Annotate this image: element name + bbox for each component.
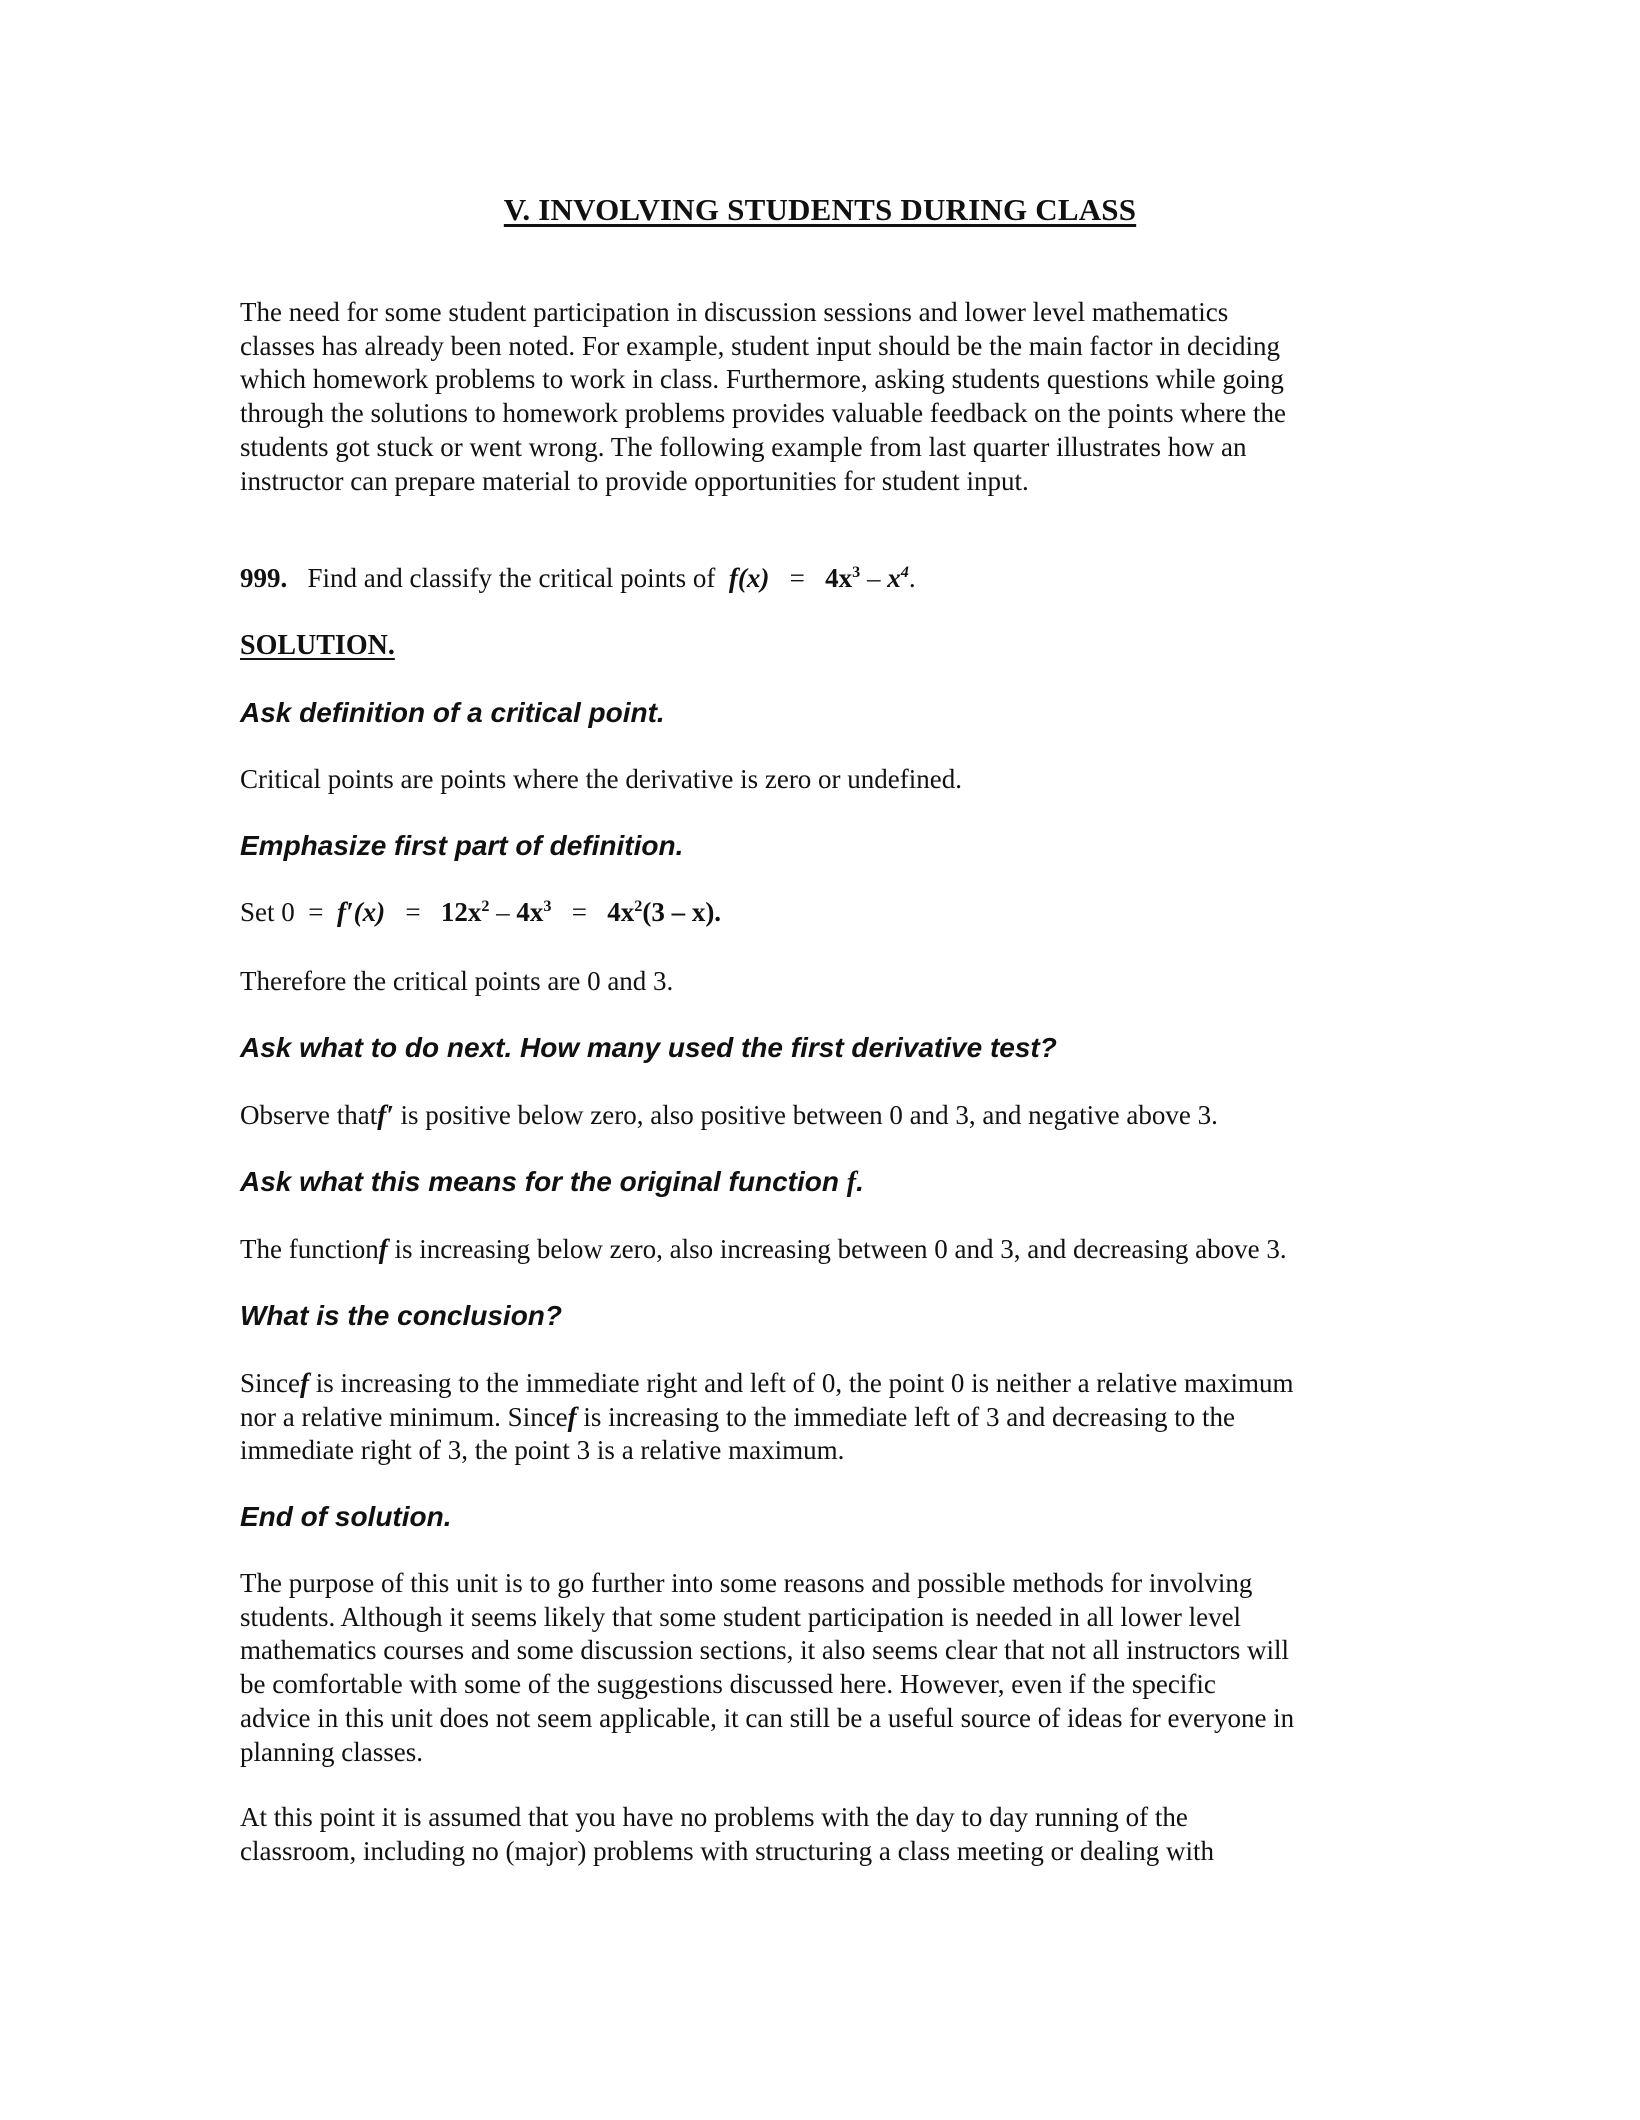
minus-sign: – bbox=[866, 563, 881, 593]
derivative-symbol: f′ bbox=[377, 1100, 394, 1130]
expr-term: 4x bbox=[825, 563, 853, 593]
problem-text: Find and classify the critical points of bbox=[307, 563, 716, 593]
conclusion-line bbox=[240, 1401, 1410, 1435]
text-fragment: nor a relative minimum. Since bbox=[240, 1401, 568, 1432]
step-heading: Ask what to do next. How many used the first derivative test? bbox=[240, 1032, 1057, 1063]
exponent: 3 bbox=[852, 563, 861, 581]
exponent: 4 bbox=[900, 563, 909, 581]
step-text: Therefore the critical points are 0 and 3. bbox=[240, 966, 674, 996]
intro-line: The need for some student participation in discussion sessions and lower level mathematics bbox=[240, 297, 1229, 327]
function-symbol: f bbox=[378, 1234, 388, 1264]
problem-number: 999. bbox=[240, 563, 288, 593]
function-symbol: f bbox=[846, 1167, 857, 1198]
step-heading: Emphasize first part of definition. bbox=[240, 830, 684, 861]
equals-sign: = bbox=[405, 897, 421, 927]
text-fragment: . bbox=[856, 1166, 864, 1197]
exponent: 2 bbox=[634, 897, 643, 915]
conclusion-line bbox=[240, 1367, 1410, 1401]
function-symbol: f bbox=[567, 1401, 577, 1432]
expr-term: 12x bbox=[440, 897, 482, 927]
problem-function: f(x) bbox=[728, 563, 770, 593]
equals-sign: = bbox=[789, 563, 805, 593]
conclusion-paragraph bbox=[240, 1367, 1410, 1468]
text-fragment: is increasing to the immediate right and left of 0, the point 0 is neither a relative maximum bbox=[309, 1368, 1294, 1398]
intro-line: instructor can prepare material to provide opportunities for student input. bbox=[240, 465, 1029, 496]
equals-sign: = bbox=[308, 897, 324, 927]
text-fragment: Ask what this means for the original function bbox=[240, 1166, 839, 1197]
text-fragment: is increasing below zero, also increasing between 0 and 3, and decreasing above 3. bbox=[387, 1234, 1287, 1264]
purpose-line: planning classes. bbox=[240, 1736, 423, 1767]
expr-term: 4x bbox=[516, 897, 544, 927]
expr-term: 4x bbox=[607, 897, 635, 927]
exponent: 2 bbox=[481, 897, 490, 915]
step-heading bbox=[240, 1166, 1410, 1199]
step-text: Critical points are points where the derivative is zero or undefined. bbox=[240, 764, 963, 794]
step-heading: Ask definition of a critical point. bbox=[240, 697, 665, 728]
purpose-line: advice in this unit does not seem applicable, it can still be a useful source of ideas for everyone in bbox=[240, 1702, 1295, 1733]
intro-line: which homework problems to work in class. Furthermore, asking students questions while going bbox=[240, 364, 1284, 395]
derivative-symbol: f′(x) bbox=[337, 897, 386, 927]
step-text bbox=[240, 1099, 1410, 1133]
derivative-equation bbox=[240, 897, 1410, 928]
final-paragraph bbox=[240, 1801, 1410, 1868]
purpose-paragraph bbox=[240, 1567, 1410, 1769]
period: . bbox=[908, 563, 916, 593]
intro-line: classes has already been noted. For example, student input should be the main factor in deciding bbox=[240, 330, 1280, 361]
purpose-line: The purpose of this unit is to go further into some reasons and possible methods for involving bbox=[240, 1568, 1253, 1598]
purpose-line: students. Although it seems likely that some student participation is needed in all lower level bbox=[240, 1601, 1242, 1632]
text-fragment: is increasing to the immediate left of 3 and decreasing to the bbox=[576, 1401, 1235, 1432]
intro-paragraph bbox=[240, 296, 1410, 498]
purpose-line: mathematics courses and some discussion sections, it also seems clear that not all instructors will bbox=[240, 1635, 1290, 1666]
intro-line: through the solutions to homework problems provides valuable feedback on the points where the bbox=[240, 398, 1287, 429]
intro-line: students got stuck or went wrong. The following example from last quarter illustrates how an bbox=[240, 431, 1247, 462]
solution-label: SOLUTION. bbox=[240, 630, 395, 661]
function-symbol: f bbox=[300, 1368, 309, 1398]
step-text bbox=[240, 1233, 1410, 1267]
final-line: At this point it is assumed that you have no problems with the day to day running of the bbox=[240, 1802, 1188, 1832]
text-fragment: The function bbox=[240, 1234, 379, 1264]
expr-term: x bbox=[887, 563, 901, 593]
exponent: 3 bbox=[543, 897, 552, 915]
final-line: classroom, including no (major) problems with structuring a class meeting or dealing with bbox=[240, 1835, 1215, 1866]
expr-term: (3 – x). bbox=[642, 897, 722, 927]
page-title: V. INVOLVING STUDENTS DURING CLASS bbox=[503, 192, 1137, 227]
purpose-line: be comfortable with some of the suggestions discussed here. However, even if the specific bbox=[240, 1669, 1216, 1700]
problem-statement bbox=[240, 563, 1410, 594]
end-of-solution-heading: End of solution. bbox=[240, 1501, 452, 1532]
conclusion-line: immediate right of 3, the point 3 is a relative maximum. bbox=[240, 1435, 845, 1466]
equals-sign: = bbox=[571, 897, 587, 927]
text-fragment: is positive below zero, also positive between 0 and 3, and negative above 3. bbox=[393, 1100, 1218, 1130]
text-fragment: Observe that bbox=[240, 1100, 378, 1130]
step-heading: What is the conclusion? bbox=[240, 1300, 563, 1331]
minus-sign: – bbox=[496, 897, 510, 927]
text-fragment: Since bbox=[240, 1368, 300, 1398]
eq-set: Set 0 bbox=[240, 897, 295, 927]
